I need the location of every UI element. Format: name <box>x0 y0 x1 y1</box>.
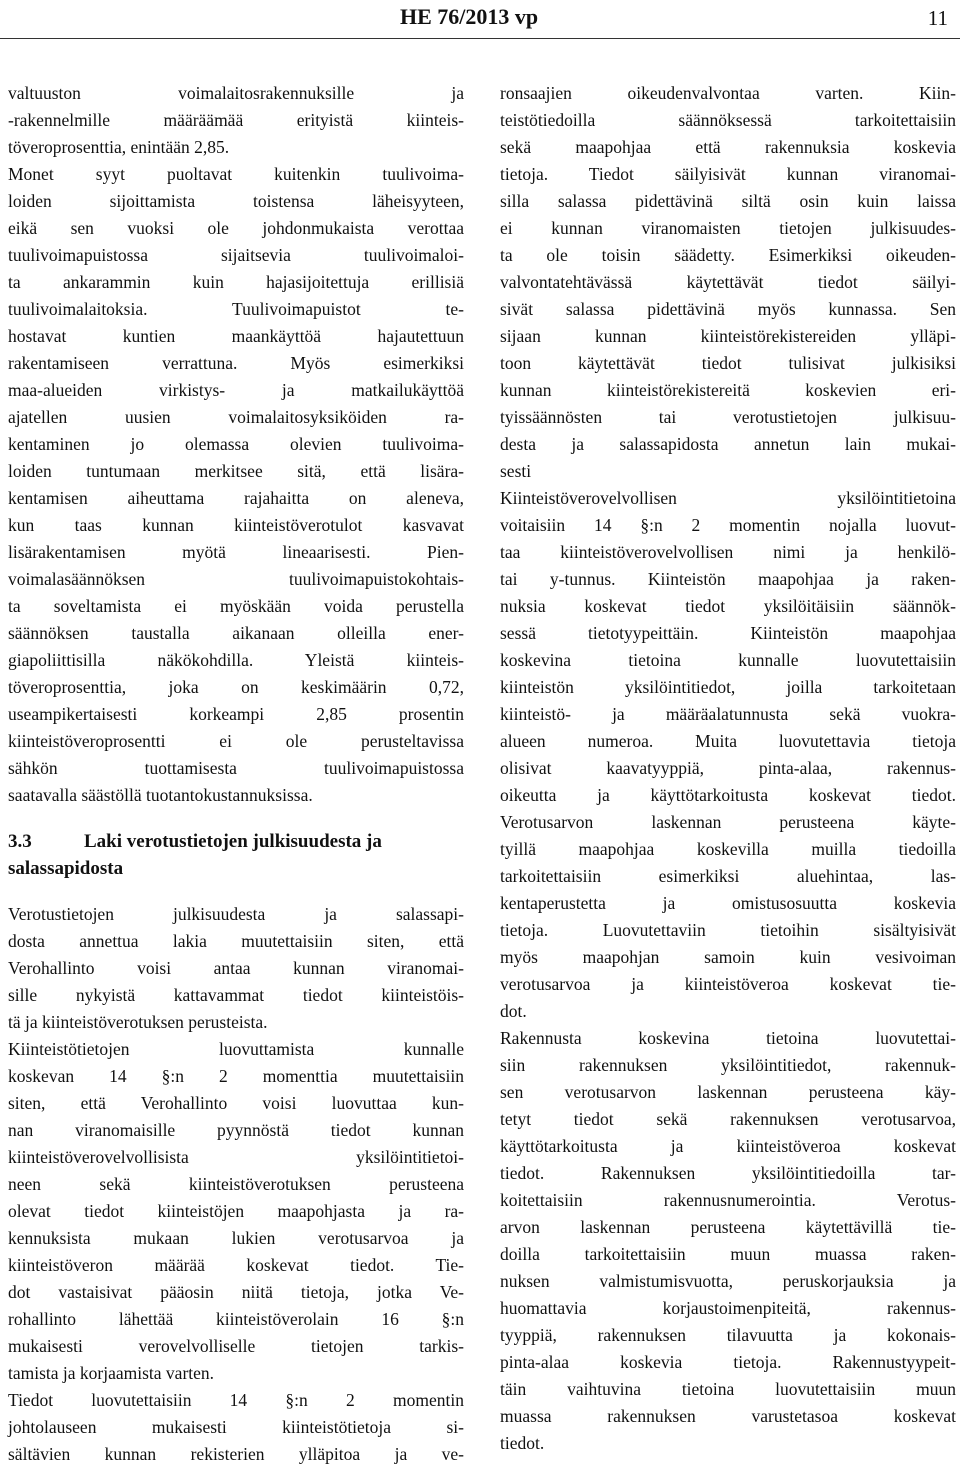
text-line: alueen numeroa. Muita luovutettavia tietoja <box>500 731 956 751</box>
text-line: sältävien kunnan rekisterien ylläpitoa ja ve- <box>8 1444 464 1464</box>
text-line: tietoja. Luovutettaviin tietoihin sisältyisivät <box>500 920 956 940</box>
text-line: töveroprosenttia, enintään 2,85. <box>8 137 230 157</box>
text-line: ta soveltamista ei myöskään voida perustella <box>8 596 464 616</box>
text-line: tä ja kiinteistöverotuksen perusteista. <box>8 1012 268 1032</box>
text-line: oikeutta ja käyttötarkoitusta koskevat tiedot. <box>500 785 956 805</box>
text-line: tyissäännösten tai verotustietojen julkisuu- <box>500 407 956 427</box>
text-line: dot vastaisivat pääosin niitä tietoja, jotka Ve- <box>8 1282 464 1302</box>
text-line: ta ankarammin kuin hajasijoitettuja erillisiä <box>8 272 464 292</box>
text-line: maa-alueiden virkistys- ja matkailukäyttöä <box>8 380 464 400</box>
text-line: teistötiedoilla säännöksessä tarkoitettaisiin <box>500 110 956 130</box>
text-line: Verohallinto voisi antaa kunnan viranomai- <box>8 958 464 978</box>
text-line: sähkön tuottamisesta tuulivoimapuistossa <box>8 758 464 778</box>
paragraph-gap <box>8 882 464 901</box>
text-line: nan viranomaisille pyynnöstä tiedot kunnan <box>8 1120 464 1140</box>
text-line: tarkoitettaisiin esimerkiksi aluehintaa, las- <box>500 866 956 886</box>
text-line: huomattavia korjaustoimenpiteitä, rakennus- <box>500 1298 956 1318</box>
text-line: sekä maapohjaa että rakennuksia koskevia <box>500 137 956 157</box>
text-line: kentaperustetta ja omistusosuutta koskevia <box>500 893 956 913</box>
text-line: muassa rakennuksen varustetasoa koskevat <box>500 1406 956 1426</box>
text-line: taa kiinteistöverovelvollisen nimi ja henkilö- <box>500 542 956 562</box>
text-line: koskevan 14 §:n 2 momenttia muutettaisiin <box>8 1066 464 1086</box>
text-line: myös maapohjan samoin kuin vesivoiman <box>500 947 956 967</box>
text-line: kentamisen aiheuttama rajahaitta on aleneva, <box>8 488 464 508</box>
text-line: giapoliittisilla näkökohdilla. Yleistä kiinteis- <box>8 650 464 670</box>
text-line: valtuuston voimalaitosrakennuksille ja <box>8 83 464 103</box>
text-line: hostavat kuntien maankäyttöä hajautettuun <box>8 326 464 346</box>
text-line: kiinteistöveron määrää koskevat tiedot. Tie- <box>8 1255 464 1275</box>
page-header <box>0 0 960 42</box>
section-number: 3.3 <box>8 831 32 852</box>
text-line: Verotustietojen julkisuudesta ja salassapi- <box>8 904 464 924</box>
right-column <box>500 80 956 1457</box>
section-heading <box>8 828 464 855</box>
page-number: 11 <box>927 6 948 30</box>
text-line: voimalasäännöksen tuulivoimapuistokohtais- <box>8 569 464 589</box>
text-line: rakentamiseen verrattuna. Myös esimerkiksi <box>8 353 464 373</box>
text-line: nuksia koskevat tiedot yksilöitäisiin säännök- <box>500 596 956 616</box>
document-id: HE 76/2013 vp <box>400 4 539 29</box>
text-line: ei kunnan viranomaisten tietojen julkisuudes- <box>500 218 956 238</box>
text-line: tiedot. Rakennuksen yksilöintitiedoilla tar- <box>500 1163 956 1183</box>
text-line: sijaan kunnan kiinteistörekistereiden ylläpi- <box>500 326 956 346</box>
text-line: ajatellen uusien voimalaitosyksiköiden ra- <box>8 407 464 427</box>
text-line: valvontatehtävässä käytettävät tiedot säilyi- <box>500 272 956 292</box>
text-line: koskevina tietoina kunnalle luovutettaisiin <box>500 650 956 670</box>
text-line: tai y-tunnus. Kiinteistön maapohjaa ja raken- <box>500 569 956 589</box>
text-line: kiinteistöverovelvollisista yksilöintitietoi- <box>8 1147 464 1167</box>
text-line: töveroprosenttia, joka on keskimäärin 0,72, <box>8 677 464 697</box>
text-line: kunnan kiinteistörekistereitä koskevien eri- <box>500 380 956 400</box>
text-line: loiden sijoittamista toistensa läheisyyteen, <box>8 191 464 211</box>
text-line: tyillä maapohjaa koskevilla muilla tiedoilla <box>500 839 956 859</box>
text-line: olevat tiedot kiinteistöjen maapohjasta ja ra- <box>8 1201 464 1221</box>
text-line: tetyt tiedot sekä rakennuksen verotusarvoa, <box>500 1109 956 1129</box>
text-line: voitaisiin 14 §:n 2 momentin nojalla luovut- <box>500 515 956 535</box>
text-line: säännöksen taustalla aikanaan olleilla ener- <box>8 623 464 643</box>
text-line: silla salassa pidettävinä siltä osin kuin laissa <box>500 191 956 211</box>
text-line: nuksen valmistumisvuotta, peruskorjauksia ja <box>500 1271 956 1291</box>
text-line: johtolauseen mukaisesti kiinteistötietoja si- <box>8 1417 464 1437</box>
text-line: siin rakennuksen yksilöintitiedot, rakennuk- <box>500 1055 956 1075</box>
text-line: sivät salassa pidettävinä myös kunnassa. Sen <box>500 299 956 319</box>
text-line: verotusarvoa ja kiinteistöveroa koskevat tie- <box>500 974 956 994</box>
text-line: sessä tietotyypeittäin. Kiinteistön maapohjaa <box>500 623 956 643</box>
text-line: koitettaisiin rakennusnumerointia. Verotus- <box>500 1190 956 1210</box>
text-line: tuulivoimapuistossa sijaitsevia tuulivoimaloi- <box>8 245 464 265</box>
text-line: Tiedot luovutettaisiin 14 §:n 2 momentin <box>8 1390 464 1410</box>
text-line: rohallinto lähettää kiinteistöverolain 16 §:n <box>8 1309 464 1329</box>
text-line: kiinteistön yksilöintitiedot, joilla tarkoitetaan <box>500 677 956 697</box>
text-line: Rakennusta koskevina tietoina luovutettai- <box>500 1028 956 1048</box>
text-line: sesti <box>500 461 532 481</box>
text-line: dosta annettua lakia muutettaisiin siten, että <box>8 931 464 951</box>
text-line: kiinteistö- ja määräalatunnusta sekä vuokra- <box>500 704 956 724</box>
text-line: arvon laskennan perusteena käytettävillä tie- <box>500 1217 956 1237</box>
text-line: dot. <box>500 1001 527 1021</box>
text-line: siten, että Verohallinto voisi luovuttaa kun- <box>8 1093 464 1113</box>
text-line: desta ja salassapidosta annetun lain mukai- <box>500 434 956 454</box>
text-line: loiden tuntumaan merkitsee sitä, että lisära- <box>8 461 464 481</box>
text-line: doilla tarkoitettaisiin muun muassa raken- <box>500 1244 956 1264</box>
text-line: Verotusarvon laskennan perusteena käyte- <box>500 812 956 832</box>
text-line: eikä sen vuoksi ole johdonmukaista verottaa <box>8 218 464 238</box>
text-line: saatavalla säästöllä tuotantokustannuksissa. <box>8 785 313 805</box>
text-line: tiedot. <box>500 1433 545 1453</box>
text-line: tuulivoimalaitoksia. Tuulivoimapuistot te- <box>8 299 464 319</box>
text-line: Monet syyt puoltavat kuitenkin tuulivoima- <box>8 164 464 184</box>
text-line: Kiinteistötietojen luovuttamista kunnalle <box>8 1039 464 1059</box>
text-line: käyttötarkoitusta ja kiinteistöveroa koskevat <box>500 1136 956 1156</box>
text-line: kentaminen jo olemassa olevien tuulivoima- <box>8 434 464 454</box>
text-line: -rakennelmille määräämää erityistä kiinteis- <box>8 110 464 130</box>
text-line: lisärakentamisen myötä lineaarisesti. Pien- <box>8 542 464 562</box>
text-line: täin vaihtuvina tietoina luovutettaisiin muun <box>500 1379 956 1399</box>
text-line: kennuksista mukaan lukien verotusarvoa ja <box>8 1228 464 1248</box>
text-line: tietoja. Tiedot säilyisivät kunnan viranomai- <box>500 164 956 184</box>
text-line: ronsaajien oikeudenvalvontaa varten. Kiin- <box>500 83 956 103</box>
text-line: neen sekä kiinteistöverotuksen perusteena <box>8 1174 464 1194</box>
section-title-continued: salassapidosta <box>8 858 124 879</box>
text-line: sen verotusarvon laskennan perusteena käy- <box>500 1082 956 1102</box>
left-column <box>8 80 464 1468</box>
text-line: Kiinteistöverovelvollisen yksilöintitietoina <box>500 488 956 508</box>
text-line: pinta-alaa koskevia tietoja. Rakennustyypeit- <box>500 1352 956 1372</box>
text-line: mukaisesti verovelvolliselle tietojen tarkis- <box>8 1336 464 1356</box>
text-line: ta ole toisin säädetty. Esimerkiksi oikeuden- <box>500 245 956 265</box>
text-line: kun taas kunnan kiinteistöverotulot kasvavat <box>8 515 464 535</box>
paragraph-gap <box>8 809 464 828</box>
text-line: toon käytettävät tiedot tulisivat julkisiksi <box>500 353 956 373</box>
text-line: tyyppiä, rakennuksen tilavuutta ja kokonais- <box>500 1325 956 1345</box>
text-line: olisivat kaavatyyppiä, pinta-alaa, rakennus- <box>500 758 956 778</box>
header-rule <box>0 38 960 39</box>
section-title: Laki verotustietojen julkisuudesta ja <box>84 831 382 852</box>
text-line: useampikertaisesti korkeampi 2,85 prosentin <box>8 704 464 724</box>
text-line: tamista ja korjaamista varten. <box>8 1363 215 1383</box>
text-line: sille nykyistä kattavammat tiedot kiinteistöis- <box>8 985 464 1005</box>
text-line: kiinteistöveroprosentti ei ole perusteltavissa <box>8 731 464 751</box>
